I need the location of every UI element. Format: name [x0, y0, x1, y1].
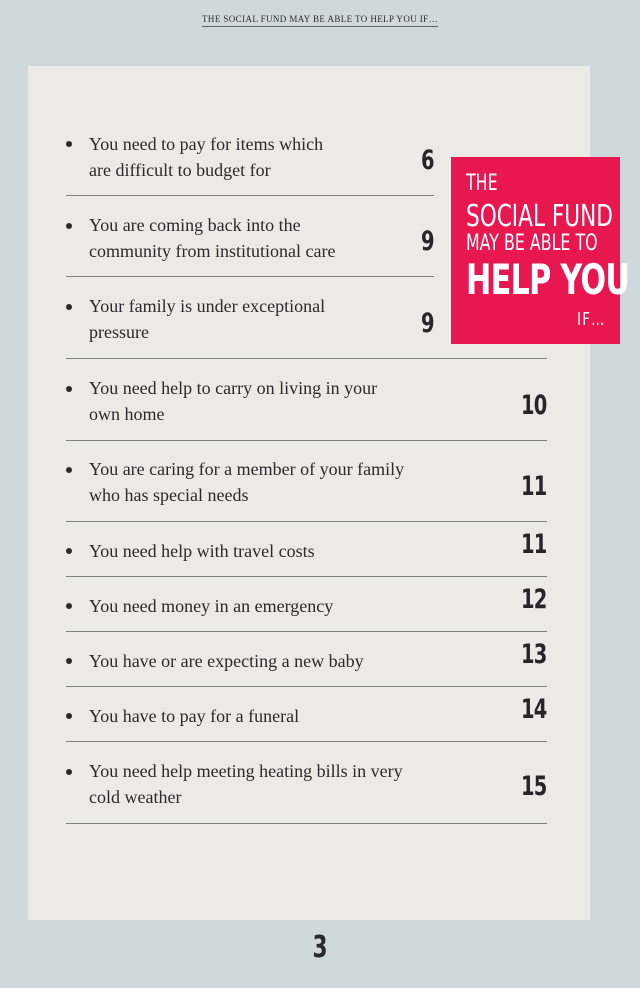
- bullet-icon: [66, 223, 72, 229]
- item-text-line: Your family is under exceptional: [89, 296, 326, 316]
- callout-line: SOCIAL FUND: [466, 199, 613, 234]
- item-page-number: 13: [521, 639, 547, 670]
- item-text: [89, 593, 333, 619]
- bullet-icon: [66, 548, 72, 554]
- running-head: [0, 14, 640, 27]
- callout-line: IF…: [577, 309, 606, 330]
- item-text: [89, 758, 403, 810]
- item-page-number: 14: [521, 694, 547, 725]
- list-item: [66, 374, 547, 441]
- list-item: [66, 129, 434, 196]
- list-item: [66, 529, 547, 577]
- item-text-line: are difficult to budget for: [89, 160, 271, 180]
- bullet-icon: [66, 141, 72, 147]
- item-text-line: You need help to carry on living in your: [89, 378, 378, 398]
- item-text: [89, 648, 364, 674]
- item-text-line: You have to pay for a funeral: [89, 706, 300, 726]
- item-text-line: You need money in an emergency: [89, 596, 334, 616]
- item-text-line: cold weather: [89, 787, 182, 807]
- running-head-text: THE SOCIAL FUND MAY BE ABLE TO HELP YOU IF…: [202, 14, 438, 27]
- item-text-line: You have or are expecting a new baby: [89, 651, 364, 671]
- item-text: [89, 703, 299, 729]
- callout-line: HELP YOU: [466, 255, 630, 304]
- item-text: [89, 131, 323, 183]
- list-item: [66, 639, 547, 687]
- item-page-number: 10: [521, 390, 547, 421]
- item-text: [89, 293, 325, 345]
- item-text-line: You need to pay for items which: [89, 134, 324, 154]
- item-text: [89, 375, 377, 427]
- item-text-line: You are caring for a member of your family: [89, 459, 405, 479]
- item-page-number: 15: [521, 771, 547, 802]
- item-text-line: You need help with travel costs: [89, 541, 315, 561]
- item-text-line: pressure: [89, 322, 149, 342]
- title-callout: [451, 157, 630, 344]
- bullet-icon: [66, 603, 72, 609]
- list-item: [66, 757, 547, 824]
- item-text: [89, 212, 335, 264]
- callout-line: MAY BE ABLE TO: [466, 231, 598, 256]
- item-page-number: 9: [421, 308, 434, 339]
- item-text: [89, 538, 315, 564]
- item-page-number: 6: [421, 145, 434, 176]
- item-page-number: 9: [421, 226, 434, 257]
- bullet-icon: [66, 304, 72, 310]
- callout-line: THE: [466, 171, 498, 196]
- list-item: [66, 694, 547, 742]
- bullet-icon: [66, 713, 72, 719]
- item-page-number: 12: [521, 584, 547, 615]
- bullet-icon: [66, 769, 72, 775]
- item-text-line: own home: [89, 404, 165, 424]
- item-text-line: who has special needs: [89, 485, 249, 505]
- bullet-icon: [66, 658, 72, 664]
- item-text: [89, 456, 404, 508]
- item-text-line: You are coming back into the: [89, 215, 301, 235]
- page-number: 3: [312, 930, 328, 965]
- item-page-number: 11: [521, 529, 547, 560]
- item-text-line: community from institutional care: [89, 241, 336, 261]
- item-page-number: 11: [521, 471, 547, 502]
- list-item: [66, 210, 434, 277]
- list-item: [66, 584, 547, 632]
- list-item: [66, 455, 547, 522]
- bullet-icon: [66, 467, 72, 473]
- item-text-line: You need help meeting heating bills in very: [89, 761, 403, 781]
- bullet-icon: [66, 386, 72, 392]
